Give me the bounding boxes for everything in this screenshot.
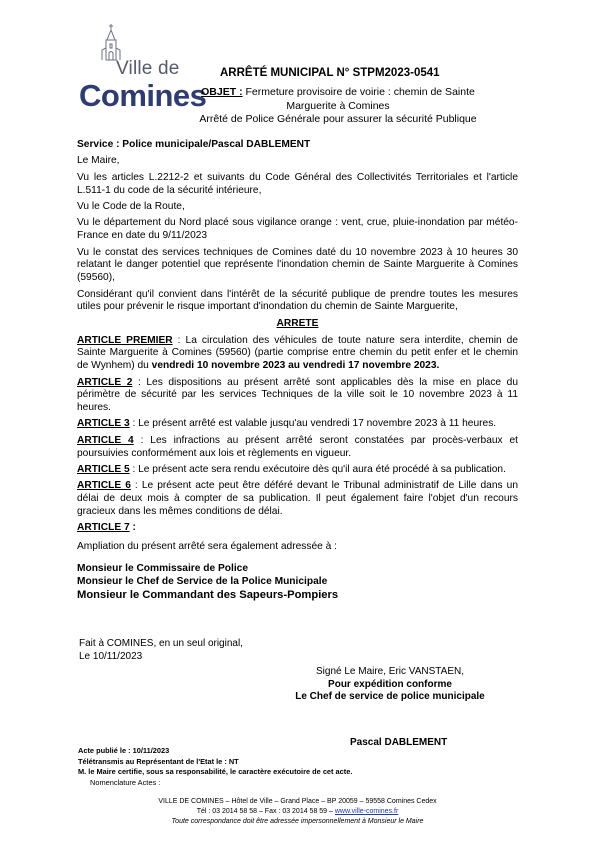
decree-body — [77, 139, 518, 601]
meta-published: Acte publié le : 10/11/2023 — [78, 746, 170, 755]
ampliation-line: Ampliation du présent arrêté sera également adressée à : — [77, 541, 337, 553]
article-3 — [77, 418, 518, 431]
article-text: : — [129, 522, 136, 534]
signatory-name: Pascal DABLEMENT — [350, 737, 448, 748]
signature-chef: Le Chef de service de police municipale — [295, 691, 485, 703]
article-text: : Les dispositions au présent arrêté sont applicables dès la mise en place du périmètre de sécurité par les services Techniques de la ville soit le 10 novembre 2023 à 11 heures. — [77, 376, 518, 414]
logo-comines-text: Comines — [79, 78, 207, 113]
objet-block — [182, 86, 494, 127]
article-4 — [77, 435, 518, 461]
article-label: ARTICLE 5 — [77, 464, 130, 476]
article-5 — [77, 464, 518, 477]
arrete-heading: ARRETE — [276, 318, 319, 330]
objet-line3: Arrêté de Police Générale pour assurer la sécurité Publique — [199, 113, 477, 125]
service-line: Service : Police municipale/Pascal DABLEMENT — [77, 139, 311, 150]
article-label: ARTICLE 4 — [77, 434, 134, 446]
logo-ville-text: Ville de — [116, 58, 180, 79]
signature-mayor: Signé Le Maire, Eric VANSTAEN, — [315, 666, 464, 677]
recipient: Monsieur le Commandant des Sapeurs-Pompiers — [77, 588, 339, 601]
meta-certify: M. le Maire certifie, sous sa responsabilité, le caractère exécutoire de cet acte. — [78, 767, 353, 777]
signature-block — [240, 666, 540, 704]
considerant-paragraph: Considérant qu'il convient dans l'intérêt de la sécurité publique de prendre toutes les mesures utiles pour prévenir le risque important d'inondation du chemin de Sainte Marguerite, — [77, 288, 518, 313]
footer-phone: Tél : 03 2014 58 58 – Fax : 03 2014 58 59 – — [196, 808, 335, 815]
vu-paragraph: Vu les articles L.2212-2 et suivants du Code Général des Collectivités Territoriales et l'article L.511-1 du code de la sécurité intérieure, — [77, 171, 518, 196]
recipient: Monsieur le Commissaire de Police — [77, 563, 248, 575]
vu-paragraph: Vu le constat des services techniques de Comines daté du 10 novembre 2023 à 10 heures 30 relatant le danger potentiel que représente l'inondation chemin de Sainte Marguerite à Comines (59560), — [77, 246, 518, 284]
article-label: ARTICLE PREMIER — [77, 334, 173, 346]
footer-note: Toute correspondance doit être adressée impersonnellement à Monsieur le Maire — [171, 818, 424, 825]
article-6 — [77, 480, 518, 518]
fait-line: Fait à COMINES, en un seul original, — [79, 638, 243, 649]
meta-teletransmis: Télétransmis au Représentant de l'Etat le : NT — [78, 756, 239, 766]
article-7 — [77, 522, 518, 535]
article-text: : Le présent acte peut être déféré devant le Tribunal administratif de Lille dans un délai de deux mois à compter de sa publication. Il peut également faire l'objet d'un recours gracieux dans les mêmes conditions de délai. — [77, 480, 518, 518]
le-maire: Le Maire, — [77, 155, 120, 167]
article-text: : Les infractions au présent arrêté seront constatées par procès-verbaux et poursuivies conformément aux lois et règlements en vigueur. — [77, 434, 519, 459]
article-text: : Le présent acte sera rendu exécutoire dès qu'il aura été procédé à sa publication. — [129, 464, 506, 476]
signature-conforme: Pour expédition conforme — [328, 678, 452, 690]
article-label: ARTICLE 2 — [77, 376, 133, 388]
fait-date: Le 10/11/2023 — [79, 650, 143, 662]
footer-contact — [0, 807, 595, 817]
page-footer — [0, 797, 595, 827]
article-1 — [77, 335, 518, 373]
fait-block — [79, 638, 243, 663]
article-text: : La circulation des véhicules de toute nature sera interdite, chemin de Sainte Marguerite à Comines (59560) (partie comprise entre chemin du petit enfer et le chemin de Wynhem) du — [77, 334, 519, 372]
article-label: ARTICLE 6 — [77, 480, 131, 492]
article-text: : Le présent arrêté est valable jusqu'au vendredi 17 novembre 2023 à 11 heures. — [129, 418, 497, 430]
article-label: ARTICLE 7 — [77, 522, 130, 534]
city-logo — [74, 22, 207, 114]
meta-nomenclature: Nomenclature Actes : — [90, 777, 161, 787]
footer-address: VILLE DE COMINES – Hôtel de Ville – Grand Place – BP 20059 – 59558 Comines Cedex — [158, 798, 437, 805]
recipient: Monsieur le Chef de Service de la Police Municipale — [77, 575, 328, 587]
objet-line2: Marguerite à Comines — [286, 99, 390, 112]
article-2 — [77, 377, 518, 415]
objet-label: OBJET : — [201, 86, 243, 98]
publication-meta — [78, 746, 352, 788]
website-link[interactable]: www.ville-comines.fr — [334, 808, 399, 815]
vu-paragraph: Vu le Code de la Route, — [77, 200, 185, 212]
article-label: ARTICLE 3 — [77, 418, 130, 430]
objet-line1: Fermeture provisoire de voirie : chemin de Sainte — [242, 86, 475, 98]
church-icon — [96, 22, 126, 62]
decree-title: ARRÊTÉ MUNICIPAL N° STPM2023-0541 — [220, 67, 440, 79]
article-dates: vendredi 10 novembre 2023 au vendredi 17 novembre 2023. — [151, 360, 440, 372]
vu-paragraph: Vu le département du Nord placé sous vigilance orange : vent, crue, pluie-inondation par météo-France en date du 9/11/2023 — [77, 217, 518, 242]
